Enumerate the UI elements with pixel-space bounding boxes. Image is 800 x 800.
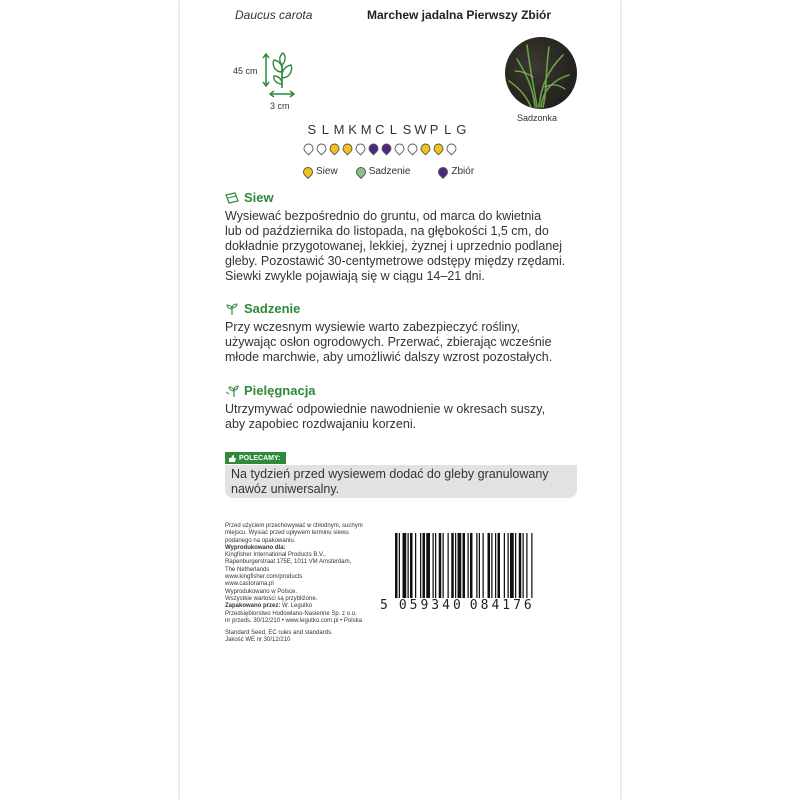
barcode-bar — [435, 533, 436, 598]
barcode-bar — [488, 533, 491, 598]
section-text: Wysiewać bezpośrednio do gruntu, od marca do kwietnia lub od października do listopada, na głębokości 1,5 cm, do dokładnie przygotowanej, lekkiej, żyznej i uprzednio podlanej gleby. Pozostawić 30-centymetrowe odstępy między rzędami. Siewki zwykle pojawiają się w ciągu 14–21 dni. — [225, 209, 566, 283]
barcode-bar — [510, 533, 514, 598]
barcode-bar — [399, 533, 400, 598]
barcode-bar — [455, 533, 456, 598]
barcode-bar — [408, 533, 409, 598]
month-label: M — [333, 122, 345, 137]
barcode-bar — [423, 533, 426, 598]
barcode-bar — [504, 533, 505, 598]
seedling-photo — [505, 37, 577, 109]
month-label: K — [348, 122, 357, 137]
month-indicator-icon — [353, 141, 367, 155]
barcode-bar — [448, 533, 449, 598]
barcode-bar — [439, 533, 442, 598]
barcode-bar — [395, 533, 398, 598]
barcode-bar — [420, 533, 421, 598]
legend-zbior: Zbiór — [438, 166, 474, 177]
month-indicator-icon — [431, 141, 445, 155]
barcode-bar — [458, 533, 462, 598]
fineprint: Przed użyciem przechowywać w chłodnym, suchym miejscu. Wysiać przed upływem terminu siewu podanego na opakowaniu. Wyprodukowano dla: Kingfisher International Products B.V., Rapenburgerstraat 175E, 1011 VM Amsterdam, The Netherlands www.kingfisher.com/products www.castorama.pl Wyprodukowano w Polsce. Wszystkie wartości są przybliżone. Zapakowano przez: W. Legutko Przedsiębiorstwo Hodowlano-Nasienne Sp. z o.o. nr przeds. 30/12/210 • www.legutko.com.pl • Polska Standard Seed. EC rules and standards. Jakość WE nr 30/12/210 — [225, 523, 363, 644]
month-indicator-icon — [405, 141, 419, 155]
barcode-bar — [523, 533, 524, 598]
month-label: L — [444, 122, 452, 137]
calendar-legend — [303, 166, 474, 177]
month-label: L — [321, 122, 329, 137]
barcode-bar — [508, 533, 509, 598]
calendar-months — [305, 122, 468, 137]
photo-caption: Sadzonka — [517, 113, 558, 123]
barcode-bar — [433, 533, 434, 598]
month-label: S — [402, 122, 412, 137]
month-indicator-icon — [314, 141, 328, 155]
section-text: Utrzymywać odpowiednie nawodnienie w okresach suszy, aby zapobiec rozdwajaniu korzeni. — [225, 402, 546, 431]
barcode-bar — [403, 533, 407, 598]
barcode-bar — [426, 533, 430, 598]
seedling-icon — [225, 303, 239, 315]
barcode-bar — [451, 533, 454, 598]
month-label: C — [375, 122, 385, 137]
zbior-drop-icon — [436, 164, 450, 178]
barcode-bar — [498, 533, 501, 598]
month-label: S — [307, 122, 317, 137]
barcode-bar — [479, 533, 480, 598]
month-indicator-icon — [366, 141, 380, 155]
barcode-bar — [491, 533, 492, 598]
month-indicator-icon — [301, 141, 315, 155]
section-title: Pielęgnacja — [225, 383, 585, 398]
barcode-bar — [443, 533, 444, 598]
seed-bag-icon — [225, 192, 239, 204]
plant-height: 45 cm — [233, 66, 258, 76]
thumbs-up-icon — [229, 455, 236, 462]
latin-name: Daucus carota — [235, 8, 313, 22]
barcode-bar — [526, 533, 527, 598]
month-label: W — [414, 122, 427, 137]
barcode-bar — [495, 533, 496, 598]
section-title: Siew — [225, 190, 585, 205]
month-indicator-icon — [379, 141, 393, 155]
month-indicator-icon — [340, 141, 354, 155]
month-indicator-icon — [418, 141, 432, 155]
product-name: Marchew jadalna Pierwszy Zbiór — [367, 8, 552, 22]
legend-sadzenie: Sadzenie — [356, 166, 411, 177]
siew-drop-icon — [301, 164, 315, 178]
barcode-bar — [463, 533, 466, 598]
watering-plant-icon — [225, 385, 239, 397]
month-label: L — [389, 122, 397, 137]
section-pielegnacja — [225, 383, 585, 432]
sadzenie-drop-icon — [354, 164, 368, 178]
barcode-bar — [468, 533, 469, 598]
plant-size-icon — [260, 50, 300, 100]
section-text: Przy wczesnym wysiewie warto zabezpieczyć rośliny, używając osłon ogrodowych. Przerwać, zbierając wcześnie młode marchwie, aby umożliwić dalszy wzrost pozostałych. — [225, 320, 553, 364]
section-siew — [225, 190, 585, 284]
section-sadzenie — [225, 301, 585, 365]
barcode-bar — [470, 533, 473, 598]
barcode-number: 5 059340 084176 — [380, 598, 535, 613]
calendar-indicators — [303, 143, 457, 154]
barcode-bar — [531, 533, 532, 598]
barcode-bar — [515, 533, 516, 598]
barcode-bar — [483, 533, 484, 598]
section-title: Sadzenie — [225, 301, 585, 316]
barcode — [395, 533, 567, 598]
barcode-bar — [519, 533, 522, 598]
recommend-box: Na tydzień przed wysiewem dodać do gleby granulowany nawóz uniwersalny. — [225, 465, 577, 498]
month-label: M — [360, 122, 372, 137]
barcode-bar — [476, 533, 477, 598]
month-label: G — [456, 122, 467, 137]
month-indicator-icon — [444, 141, 458, 155]
month-indicator-icon — [392, 141, 406, 155]
barcode-bar — [410, 533, 413, 598]
legend-siew: Siew — [303, 166, 338, 177]
month-indicator-icon — [327, 141, 341, 155]
month-label: P — [429, 122, 439, 137]
plant-width: 3 cm — [270, 101, 290, 111]
recommend-tag: POLECAMY: — [225, 452, 286, 464]
barcode-bar — [415, 533, 416, 598]
